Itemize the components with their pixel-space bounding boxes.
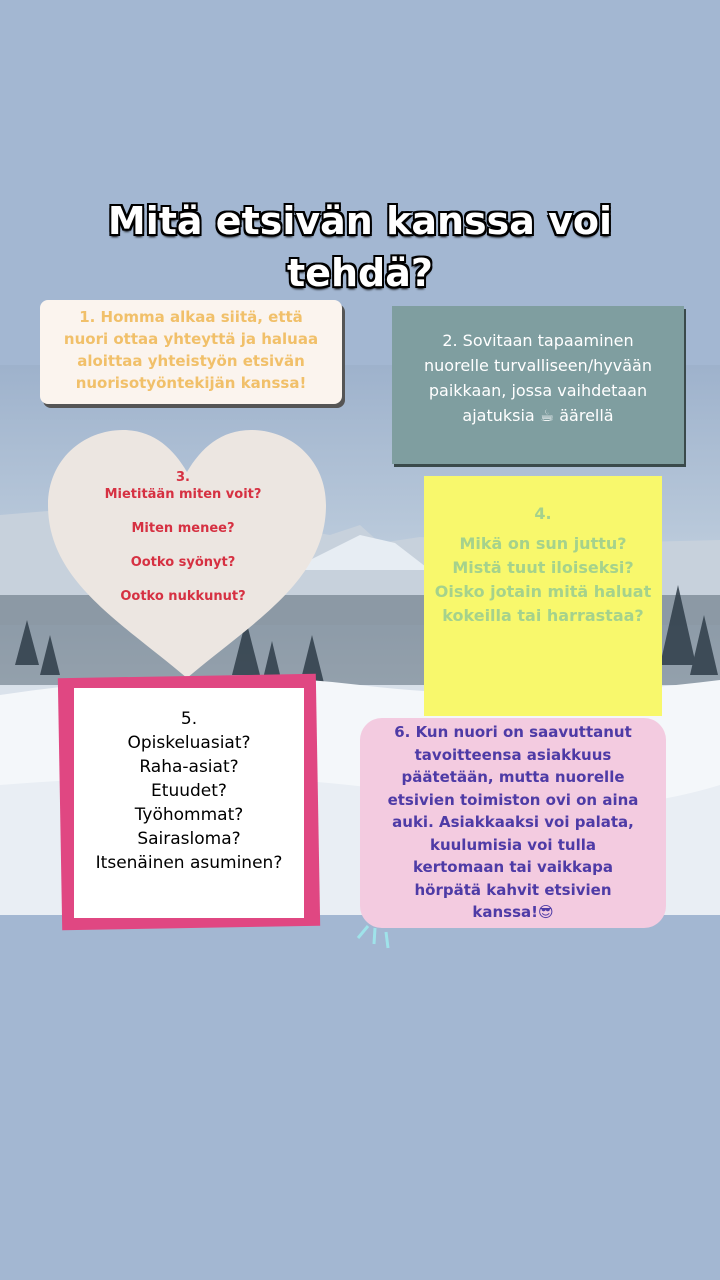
step-4-card: 4. Mikä on sun juttu? Mistä tuut iloiseksi? Oisko jotain mitä haluat kokeilla tai harrastaa? xyxy=(424,476,662,716)
page-title: Mitä etsivän kanssa voi tehdä? xyxy=(107,199,613,295)
step-2-card: 2. Sovitaan tapaaminen nuorelle turvalliseen/hyvään paikkaan, jossa vaihdetaan ajatuksia ☕ äärellä xyxy=(392,306,684,464)
step-1-card: 1. Homma alkaa siitä, että nuori ottaa yhteyttä ja haluaa aloittaa yhteistyön etsivän nuorisotyöntekijän kanssa! xyxy=(40,300,342,404)
sparkle-icon xyxy=(350,918,400,952)
step-5-card: 5. Opiskeluasiat? Raha-asiat? Etuudet? Työhommat? Sairasloma? Itsenäinen asuminen? xyxy=(74,688,304,918)
step-6-card: 6. Kun nuori on saavuttanut tavoitteensa asiakkuus päätetään, mutta nuorelle etsivien toimiston ovi on aina auki. Asiakkaaksi voi palata, kuulumisia voi tulla kertomaan tai vaikkapa hörpätä kahvit etsivien kanssa!😎 xyxy=(360,718,666,928)
step-3-card: 3. Mietitään miten voit? Miten menee? Ootko syönyt? Ootko nukkunut? xyxy=(104,470,262,604)
